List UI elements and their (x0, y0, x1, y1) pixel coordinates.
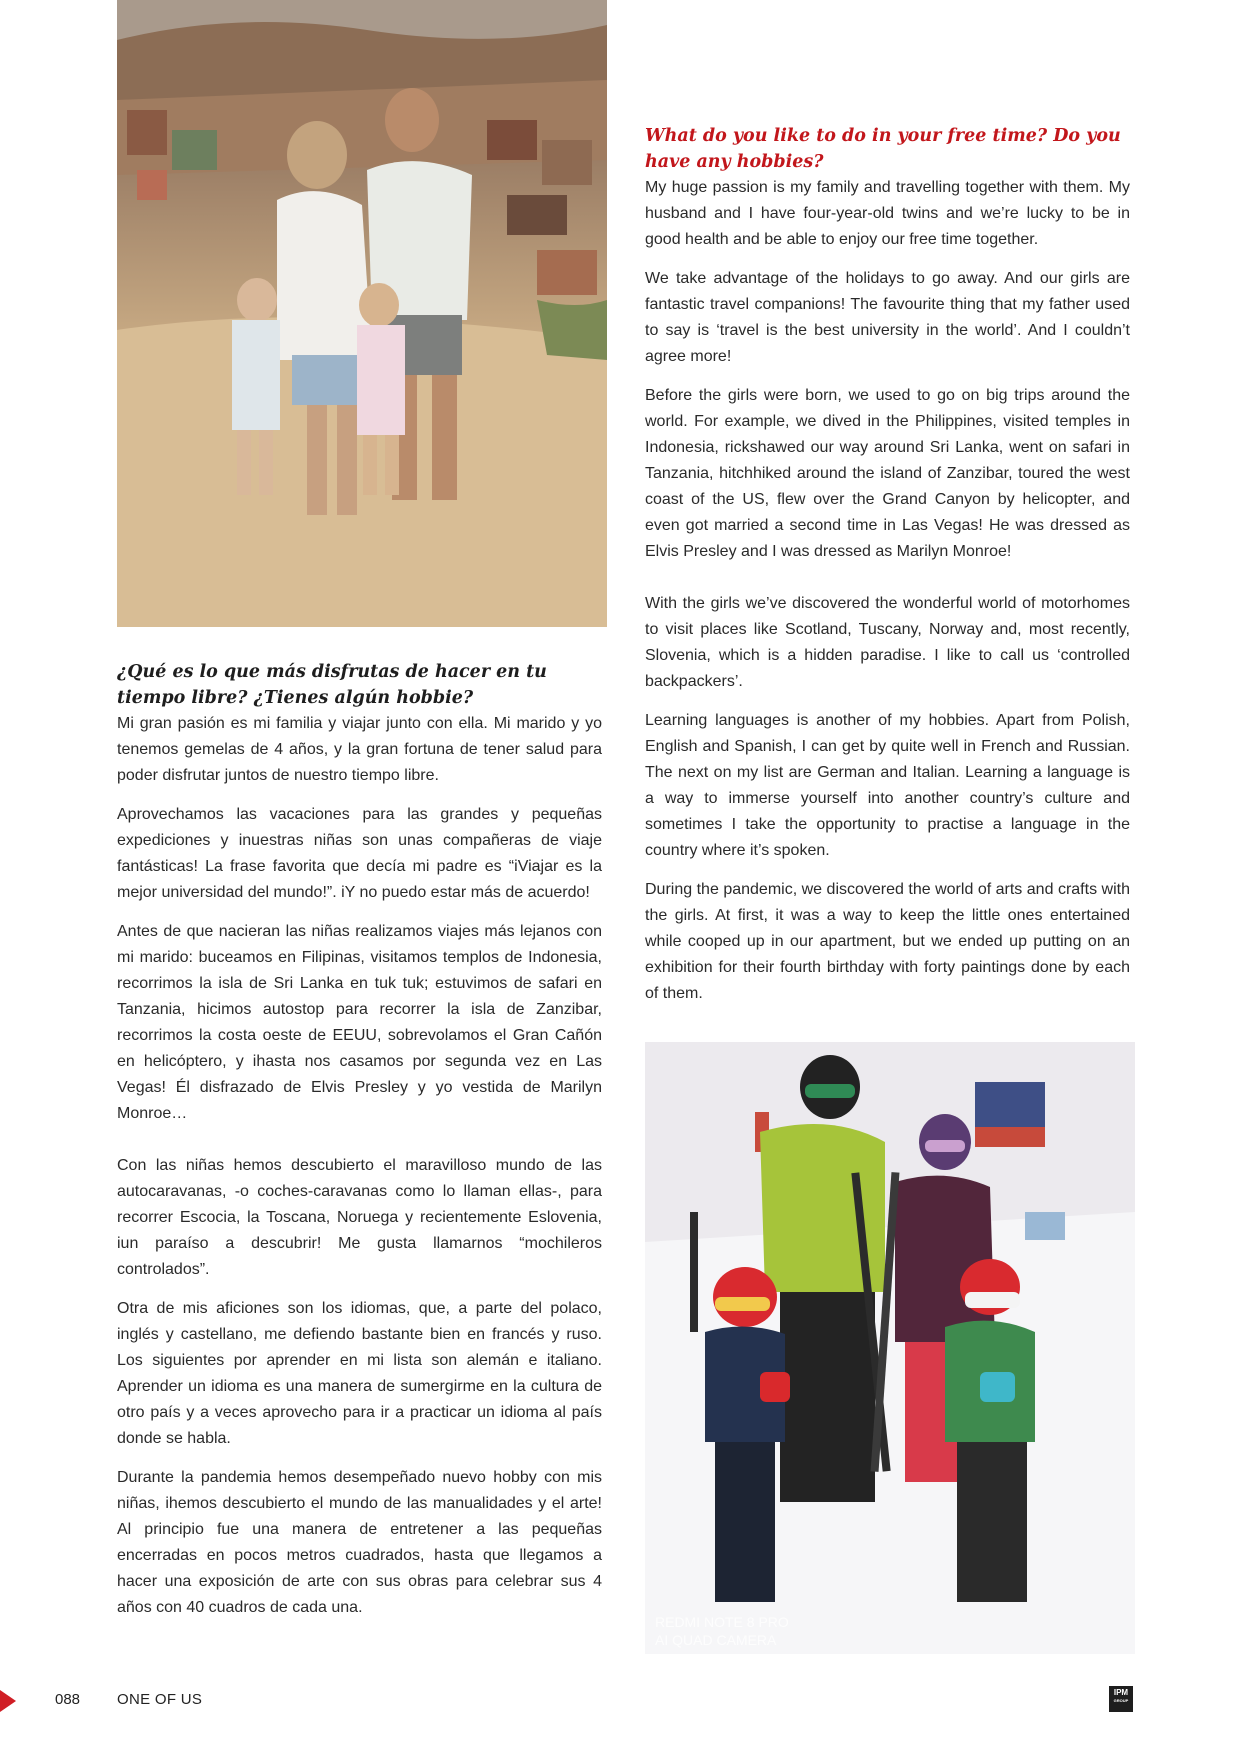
english-paragraph: Learning languages is another of my hobbies. Apart from Polish, English and Spanish, I can get by quite well in French and Russian. The next on my list are German and Italian. Learning a language is a way to immerse yourself into another country’s culture and sometimes I take the opportunity to practise a language in the country where it’s spoken. (645, 712, 1130, 859)
spanish-paragraph: Durante la pandemia hemos desempeñado nuevo hobby con mis niñas, ihemos descubierto el mundo de las manualidades y el arte! Al principio fue una manera de entretener a las pequeñas encerradas en pocos metros cuadrados, hasta que llegamos a hacer una exposición de arte con sus obras para celebrar sus 4 años con 40 cuadros de cada una. (117, 1469, 602, 1616)
ski-photo (645, 1042, 1135, 1654)
camera-watermark-line1: REDMI NOTE 8 PRO (655, 1614, 789, 1630)
spanish-paragraph: Mi gran pasión es mi familia y viajar junto con ella. Mi marido y yo tenemos gemelas de 4 años, y la gran fortuna de tener salud para poder disfrutar juntos de nuestro tiempo libre. (117, 715, 602, 784)
ipm-logo (1109, 1686, 1133, 1712)
spanish-paragraph: Antes de que nacieran las niñas realizamos viajes más lejanos con mi marido: buceamos en Filipinas, visitamos templos de Indonesia, recorrimos la isla de Sri Lanka en tuk tuk; estuvimos de safari en Tanzania, hicimos autostop para recorrer la isla de Zanzibar, recorrimos la costa oeste de EEUU, sobrevolamos el Gran Cañón en helicóptero, y ihasta nos casamos por segunda vez en Las Vegas! Él disfrazado de Elvis Presley y yo vestida de Marilyn Monroe… (117, 923, 602, 1122)
english-paragraph: My huge passion is my family and travelling together with them. My husband and I have four-year-old twins and we’re lucky to be in good health and be able to enjoy our free time together. (645, 179, 1130, 248)
page-number: 088 (55, 1691, 81, 1708)
camera-watermark-line2: AI QUAD CAMERA (655, 1632, 777, 1648)
logo-text: IPM (1113, 1688, 1129, 1697)
spanish-paragraph: Aprovechamos las vacaciones para las grandes y pequeñas expediciones y inuestras niñas son unas compañeras de viaje fantásticas! La frase favorita que decía mi padre es “iViajar es la mejor universidad del mundo!”. iY no puedo estar más de acuerdo! (117, 806, 602, 901)
family-photo-illustration (117, 0, 607, 627)
english-column (645, 123, 1130, 1020)
spanish-paragraph: Con las niñas hemos descubierto el maravilloso mundo de las autocaravanas, -o coches-caravanas como lo llaman ellas-, para recorrer Escocia, la Toscana, Noruega y recientemente Eslovenia, iun paraíso a descubrir! Me gusta llamarnos “mochileros controlados”. (117, 1157, 602, 1278)
footer-arrow-icon (0, 1690, 16, 1712)
english-paragraph: During the pandemic, we discovered the world of arts and crafts with the girls. At first, it was a way to keep the little ones entertained while cooped up in our apartment, but we ended up putting on an exhibition for their fourth birthday with forty paintings done by each of them. (645, 881, 1130, 1002)
spanish-paragraph: Otra de mis aficiones son los idiomas, que, a parte del polaco, inglés y castellano, me defiendo bastante bien en francés y ruso. Los siguientes por aprender en mi lista son alemán e italiano. Aprender un idioma es una manera de sumergirme en la cultura de otro país y a veces aprovecho para ir a practicar un idioma al país donde se habla. (117, 1300, 602, 1447)
spanish-heading: ¿Qué es lo que más disfrutas de hacer en tu tiempo libre? ¿Tienes algún hobbie? (117, 662, 547, 708)
english-paragraph: Before the girls were born, we used to go on big trips around the world. For example, we dived in the Philippines, visited temples in Indonesia, rickshawed our way around Sri Lanka, went on safari in Tanzania, hitchhiked around the island of Zanzibar, toured the west coast of the US, flew over the Grand Canyon by helicopter, and even got married a second time in Las Vegas! He was dressed as Elvis Presley and I was dressed as Marilyn Monroe! (645, 387, 1130, 560)
spanish-column (117, 659, 602, 1634)
logo-subtext: GROUP (1113, 1698, 1129, 1703)
english-paragraph: We take advantage of the holidays to go away. And our girls are fantastic travel companions! The favourite thing that my father used to say is ‘travel is the best university in the world’. And I couldn’t agree more! (645, 270, 1130, 365)
section-title: ONE OF US (117, 1691, 203, 1708)
english-paragraph: With the girls we’ve discovered the wonderful world of motorhomes to visit places like Scotland, Tuscany, Norway and, most recently, Slovenia, which is a hidden paradise. I like to call us ‘controlled backpackers’. (645, 595, 1130, 690)
ski-photo-illustration (645, 1042, 1135, 1654)
english-heading: What do you like to do in your free time? Do you have any hobbies? (645, 126, 1121, 172)
family-photo (117, 0, 607, 627)
